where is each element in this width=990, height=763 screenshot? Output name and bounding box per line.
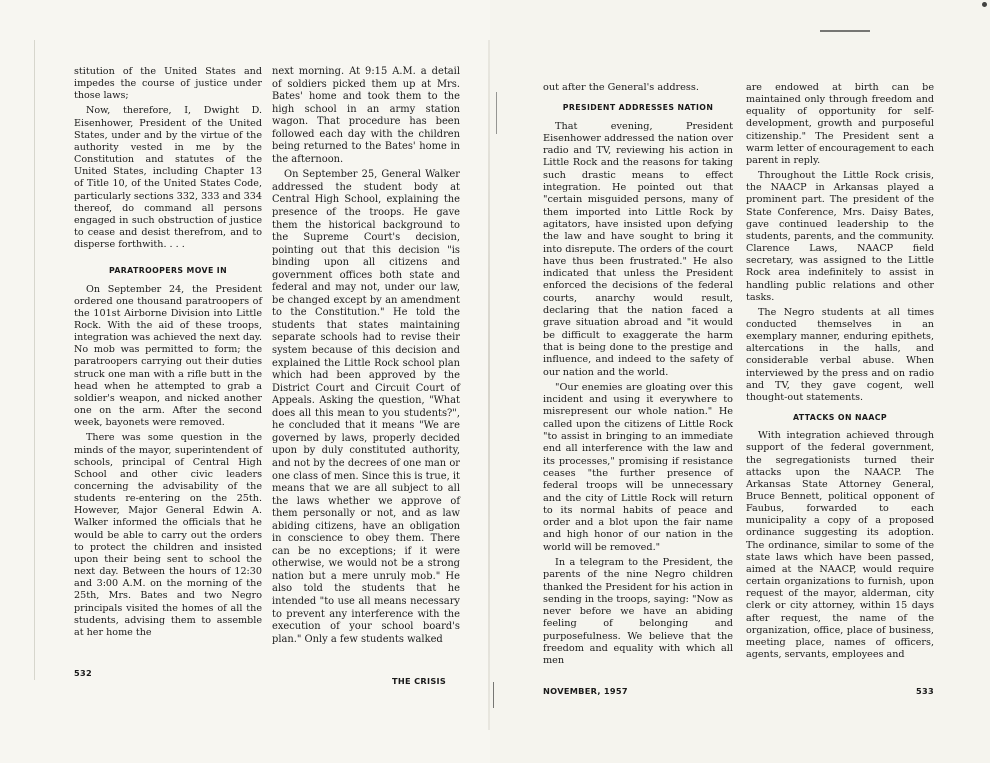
- paragraph: "Our enemies are gloating over this incident and using it everywhere to misrepresent our whole nation." He called upon the citizens of Little Rock "to assist in bringing to an immediate end all interference with the law and its processes," promising if resistance ceases "the further presence of federal troops will be unnecessary and the city of Little Rock will return to its normal habits of peace and order and a blot upon the fair name and high honor of our nation in the world will be removed.": [543, 381, 733, 553]
- paragraph: In a telegram to the President, the parents of the nine Negro children thanked the President for his action in sending in the troops, saying: "Now as never before we have an abiding feeling of belonging and purposefulness. We believe that the freedom and equality with which all men: [543, 556, 733, 667]
- paragraph: There was some question in the minds of the mayor, superintendent of schools, principal of Central High School and other civic leaders concerning the advisability of the students re-entering on the 25th. However, Major General Edwin A. Walker informed the officials that he would be able to carry out the orders to protect the children and insisted upon their being sent to school the next day. Between the hours of 12:30 and 3:00 A.M. on the morning of the 25th, Mrs. Bates and two Negro principals visited the homes of all the students, advising them to assemble at her home the: [74, 432, 262, 638]
- paragraph: On September 25, General Walker addressed the student body at Central High School, explaining the presence of the troops. He gave them the historical background to the Supreme Court's decision, pointing out that this decision "is binding upon all citizens and government offices both state and federal and may not, under our law, be changed except by an amendment to the Constitution." He told the students that states maintaining separate schools had to revise their system because of this decision and explained the Little Rock school plan which had been approved by the District Court and Circuit Court of Appeals. Asking the question, "What does all this mean to you students?", he concluded that it means "We are governed by laws, properly decided upon by duly constituted authority, and not by the decrees of one man or one class of men. Since this is true, it means that we are all subject to all the laws whether we approve of them personally or not, and as law abiding citizens, have an obligation in conscience to obey them. There can be no exceptions; if it were otherwise, we would not be a strong nation but a mere unruly mob." He also told the students that he intended "to use all means necessary to prevent any interference with the execution of your school board's plan." Only a few students walked: [272, 169, 460, 645]
- paragraph: Now, therefore, I, Dwight D. Eisenhower, President of the United States, under and by the virtue of the authority vested in me by the Constitution and statutes of the United States, including Chapter 13 of Title 10, of the United States Code, particularly sections 332, 333 and 334 thereof, do command all persons engaged in such obstruction of justice to cease and desist therefrom, and to disperse forthwith. . . .: [74, 105, 262, 251]
- gutter-tick-bottom: [493, 682, 494, 708]
- paragraph: next morning. At 9:15 A.M. a detail of soldiers picked them up at Mrs. Bates' home and took them to the high school in an army station wagon. That procedure has been followed each day with the children being returned to the Bates' home in the afternoon.: [272, 66, 460, 165]
- paragraph: stitution of the United States and impedes the course of justice under those laws;: [74, 66, 262, 102]
- magazine-title: THE CRISIS: [392, 676, 447, 686]
- left-page-column-1: [74, 66, 262, 642]
- ink-corner-mark: [982, 2, 987, 7]
- left-page-number: 532: [74, 668, 92, 678]
- right-page-number: 533: [916, 686, 934, 696]
- section-heading: PRESIDENT ADDRESSES NATION: [562, 103, 714, 113]
- gutter-tick-top: [496, 92, 497, 134]
- ink-dash-top-right: [820, 30, 870, 32]
- paragraph: Throughout the Little Rock crisis, the NAACP in Arkansas played a prominent part. The president of the State Conference, Mrs. Daisy Bates, gave continued leadership to the students, parents, and the community. Clarence Laws, NAACP field secretary, was assigned to the Little Rock area indefinitely to assist in handling public relations and other tasks.: [746, 170, 934, 303]
- left-page-column-2: [272, 66, 460, 649]
- paragraph: That evening, President Eisenhower addressed the nation over radio and TV, reviewing his action in Little Rock and the reasons for taking such drastic means to effect integration. He pointed out that "certain misguided persons, many of them imported into Little Rock by agitators, have insisted upon defying the law and have sought to bring it into disrepute. The orders of the court have thus been frustrated." He also indicated that unless the President enforced the decisions of the federal courts, anarchy would result, declaring that the nation faced a grave situation abroad and "it would be difficult to exaggerate the harm that is being done to the prestige and influence, and indeed to the safety of our nation and the world.: [543, 120, 733, 378]
- paragraph: With integration achieved through support of the federal government, the segregationists turned their attacks upon the NAACP. The Arkansas State Attorney General, Bruce Bennett, political opponent of Faubus, forwarded to each municipality a copy of a proposed ordinance suggesting its adoption. The ordinance, similar to some of the state laws which have been passed, aimed at the NAACP, would require certain organizations to furnish, upon request of the mayor, alderman, city clerk or city attorney, within 15 days after request, the name of the organization, office, place of business, meeting place, names of officers, agents, servants, employees and: [746, 430, 934, 661]
- right-page-column-1: [543, 82, 733, 671]
- gutter-shadow: [488, 40, 490, 730]
- section-heading: PARATROOPERS MOVE IN: [108, 266, 228, 276]
- paragraph: out after the General's address.: [543, 82, 699, 93]
- paragraph: The Negro students at all times conducted themselves in an exemplary manner, enduring epithets, altercations in the halls, and considerable verbal abuse. When interviewed by the press and on radio and TV, they gave cogent, well thought-out statements.: [746, 306, 934, 403]
- paragraph: On September 24, the President ordered one thousand paratroopers of the 101st Airborne Division into Little Rock. With the aid of these troops, integration was achieved the next day. No mob was permitted to form; the paratroopers carrying out their duties struck one man with a rifle butt in the head when he attempted to grab a soldier's weapon, and nicked another one on the arm. After the second week, bayonets were removed.: [74, 283, 262, 429]
- issue-date: NOVEMBER, 1957: [543, 686, 628, 696]
- left-edge-mark: [34, 40, 35, 680]
- right-page-column-2: [746, 82, 934, 664]
- paragraph: are endowed at birth can be maintained only through freedom and equality of opportunity for self-development, growth and purposeful citizenship." The President sent a warm letter of encouragement to each parent in reply.: [746, 82, 934, 166]
- section-heading: ATTACKS ON NAACP: [792, 413, 888, 423]
